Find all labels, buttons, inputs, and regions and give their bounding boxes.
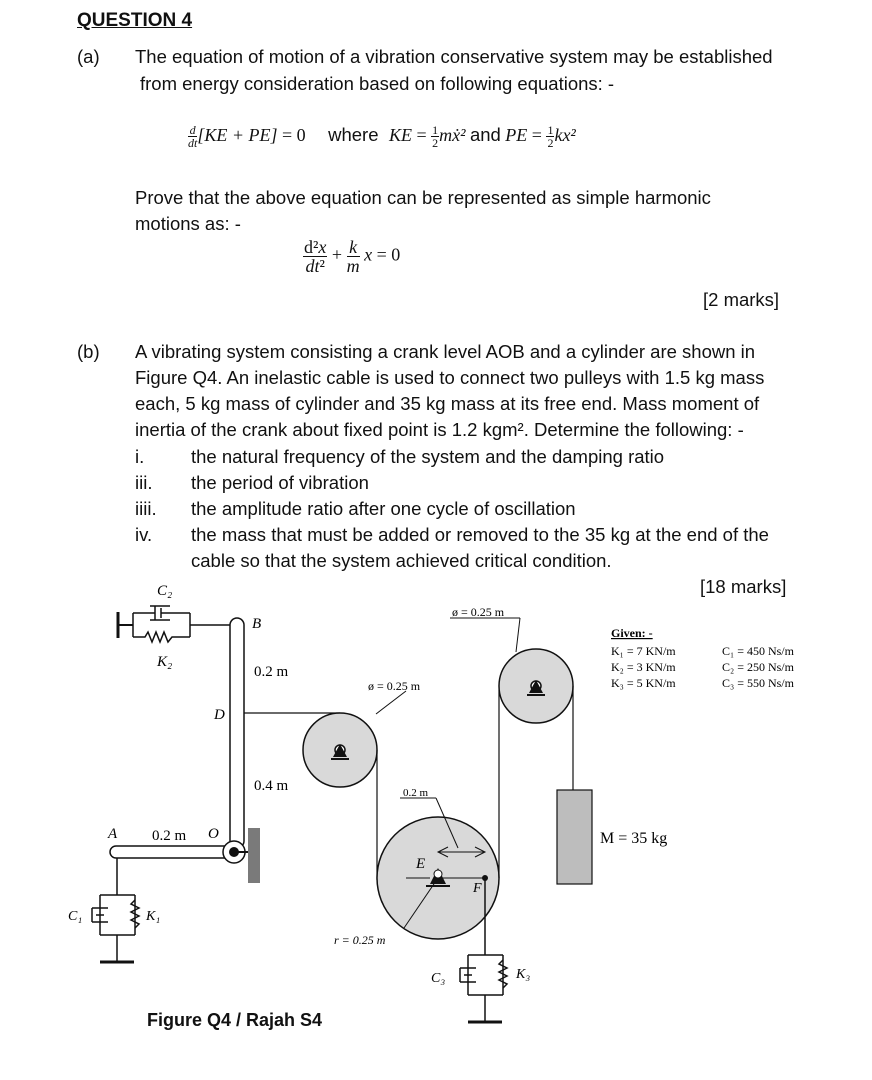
crank-arm-vertical: [230, 618, 244, 848]
item-text-continued: cable so that the system achieved critical condition.: [191, 550, 612, 571]
item-text: the natural frequency of the system and the damping ratio: [191, 446, 665, 467]
item-number: iiii.: [135, 498, 157, 519]
figure-caption: Figure Q4 / Rajah S4: [147, 1010, 323, 1030]
spring-k2: [133, 625, 230, 642]
given-c2: C₂ = 250 Ns/m: [722, 660, 794, 674]
part-b-line: each, 5 kg mass of cylinder and 35 kg mass at its free end. Mass moment of: [135, 393, 760, 414]
dim-02-bottom: 0.2 m: [152, 828, 187, 844]
label-e: E: [416, 856, 426, 872]
dia-small: ø = 0.25 m: [368, 679, 421, 693]
pulley-top: [499, 649, 573, 723]
item-number: i.: [135, 446, 145, 467]
given-k3: K₃ = 5 KN/m: [611, 676, 676, 690]
question-title: QUESTION 4: [77, 10, 193, 31]
label-f: F: [473, 881, 482, 896]
eq-where: where: [328, 124, 379, 145]
dim-02-top: 0.2 m: [254, 664, 289, 680]
part-a-label: (a): [77, 46, 100, 67]
label-k3: K₃: [516, 967, 531, 982]
item-number: iii.: [135, 472, 153, 493]
label-d: D: [214, 707, 225, 723]
given-heading: Given: -: [611, 626, 653, 640]
mass-label: M = 35 kg: [600, 830, 668, 847]
part-b-marks: [18 marks]: [700, 576, 787, 597]
label-c2: C₂: [157, 583, 173, 599]
label-b: B: [252, 616, 262, 632]
item-text: the period of vibration: [191, 472, 369, 493]
part-b-line: inertia of the crank about fixed point is 1.2 kgm². Determine the following: -: [135, 419, 744, 440]
prove-line1: Prove that the above equation can be represented as simple harmonic: [135, 187, 711, 208]
item-text: the amplitude ratio after one cycle of oscillation: [191, 498, 576, 519]
eq-and: and: [469, 124, 501, 145]
label-o: O: [208, 826, 219, 842]
part-b-line: A vibrating system consisting a crank level AOB and a cylinder are shown in: [135, 341, 756, 362]
damper-c2: [133, 606, 190, 637]
energy-equation: $\frac{d}{dt}$ [KE + PE] = 0 where KE = $\frac{1}{2}$ mẋ² and PE = $\frac{1}{2}$ kx²: [188, 123, 576, 151]
label-a: A: [108, 826, 118, 842]
prove-line2: motions as: -: [135, 213, 241, 234]
part-a-line2: from energy consideration based on following equations: -: [140, 73, 615, 94]
part-a-line1: The equation of motion of a vibration conservative system may be established: [135, 46, 773, 67]
part-b-label: (b): [77, 341, 100, 362]
given-c1: C₁ = 450 Ns/m: [722, 644, 794, 658]
mass-block: [557, 790, 592, 884]
dim-04: 0.4 m: [254, 778, 289, 794]
item-text: the mass that must be added or removed to the 35 kg at the end of the: [191, 524, 769, 545]
part-a-marks: [2 marks]: [703, 289, 780, 310]
label-c3: C₃: [431, 971, 446, 986]
label-c1: C₁: [68, 909, 83, 924]
top-left-wall: [118, 612, 133, 638]
dim-02-cyl: 0.2 m: [403, 787, 429, 799]
pulley-left: [303, 713, 377, 787]
given-c3: C₃ = 550 Ns/m: [722, 676, 794, 690]
label-k2: K₂: [157, 654, 173, 670]
damper-c1-spring-k1: [92, 858, 139, 962]
leader-dia-small: [376, 691, 406, 714]
dia-top: ø = 0.25 m: [452, 605, 505, 619]
given-k1: K₁ = 7 KN/m: [611, 644, 676, 658]
part-b-line: Figure Q4. An inelastic cable is used to connect two pulleys with 1.5 kg mass: [135, 367, 765, 388]
radius-label: r = 0.25 m: [334, 933, 386, 947]
shm-equation: $\frac{\text{d²x}}{\text{dt²}}$ + $\frac{k}{m}$ x = 0: [304, 237, 401, 276]
label-k1: K₁: [146, 909, 161, 924]
given-k2: K₂ = 3 KN/m: [611, 660, 676, 674]
leader-dia-top: [516, 618, 520, 652]
item-number: iv.: [135, 524, 153, 545]
cylinder: [377, 817, 499, 939]
